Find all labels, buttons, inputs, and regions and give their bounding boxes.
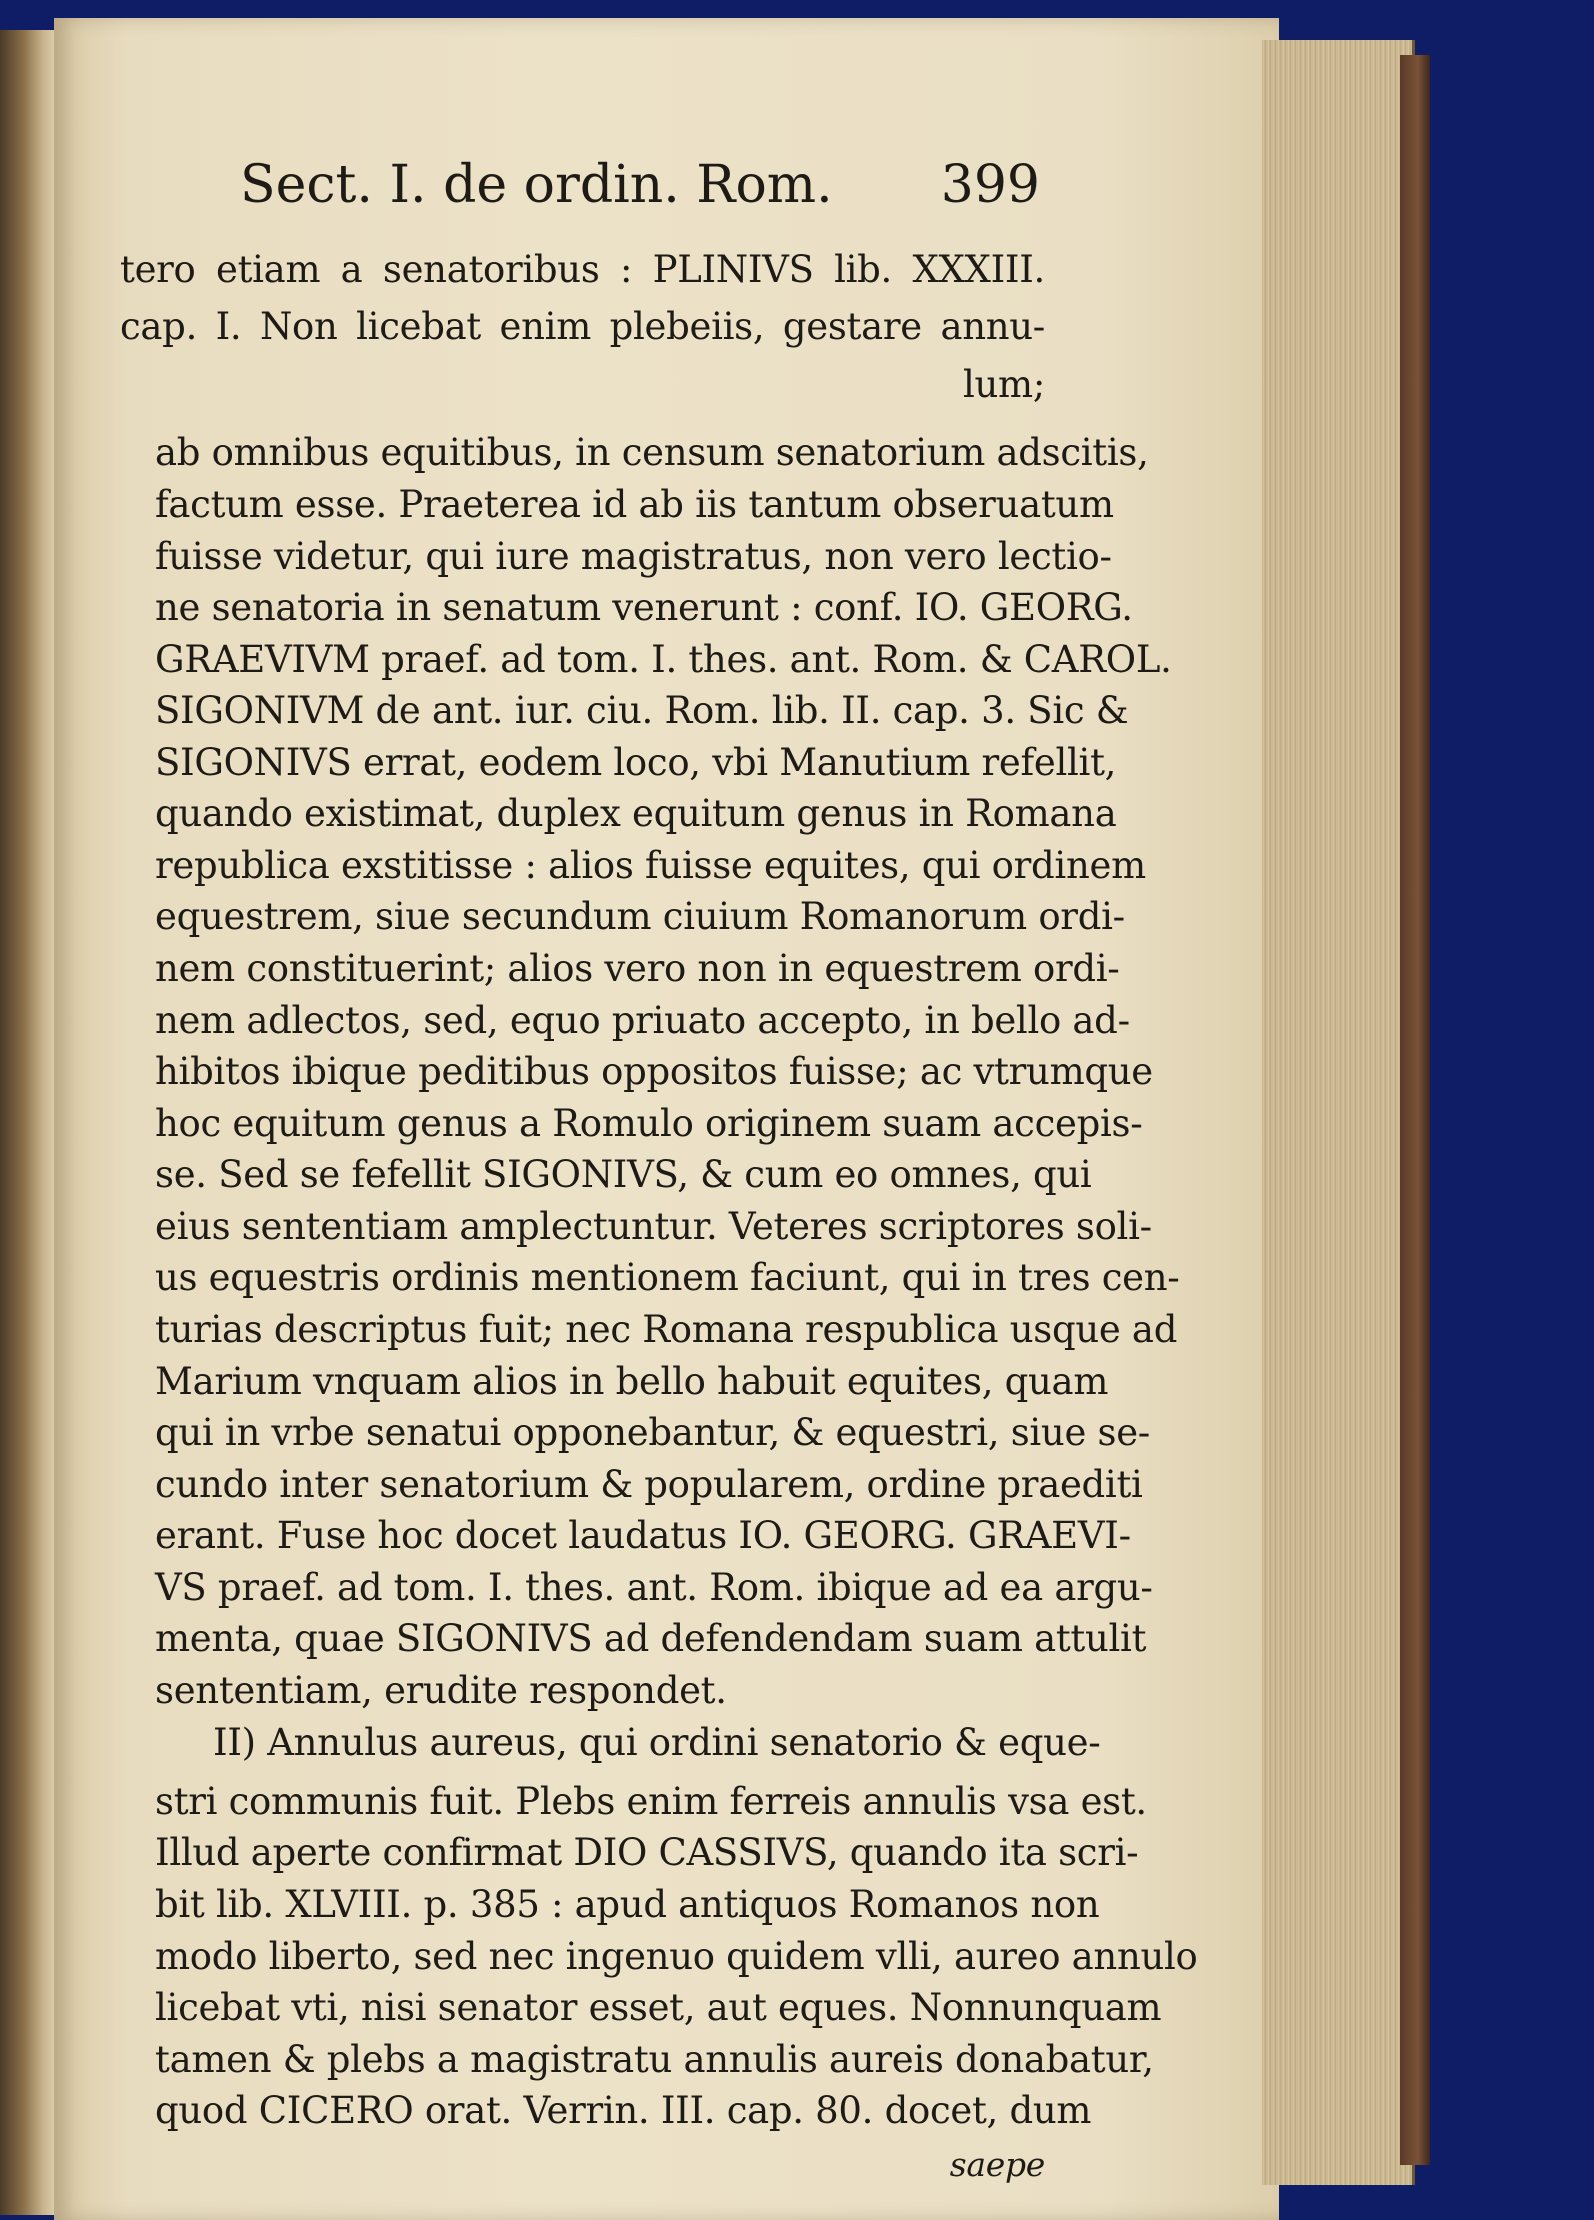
text-line: tamen & plebs a magistratu annulis aureis donabatur, <box>155 2038 1154 2081</box>
text-line: erant. Fuse hoc docet laudatus IO. GEORG. GRAEVI- <box>155 1514 1131 1557</box>
running-head <box>240 155 1040 215</box>
text-line: SIGONIVM de ant. iur. ciu. Rom. lib. II. cap. 3. Sic & <box>155 689 1129 732</box>
text-line: nem constituerint; alios vero non in equestrem ordi- <box>155 947 1120 990</box>
text-line: quod CICERO orat. Verrin. III. cap. 80. docet, dum <box>155 2089 1092 2132</box>
text-line: nem adlectos, sed, equo priuato accepto, in bello ad- <box>155 999 1130 1042</box>
text-line: hibitos ibique peditibus oppositos fuisse; ac vtrumque <box>155 1050 1153 1093</box>
text-line: ab omnibus equitibus, in censum senatorium adscitis, <box>155 431 1149 474</box>
text-line: turias descriptus fuit; nec Romana respublica usque ad <box>155 1308 1178 1351</box>
text-line: eius sententiam amplectuntur. Veteres scriptores soli- <box>155 1205 1152 1248</box>
text-line: sententiam, erudite respondet. <box>155 1669 727 1712</box>
text-line: SIGONIVS errat, eodem loco, vbi Manutium refellit, <box>155 741 1117 784</box>
text-line: hoc equitum genus a Romulo originem suam accepis- <box>155 1102 1143 1145</box>
text-line: quando existimat, duplex equitum genus in Romana <box>155 792 1117 835</box>
text-line: Illud aperte confirmat DIO CASSIVS, quando ita scri- <box>155 1831 1139 1874</box>
text-line: factum esse. Praeterea id ab iis tantum obseruatum <box>155 483 1114 526</box>
text-line: Marium vnquam alios in bello habuit equites, quam <box>155 1360 1109 1403</box>
text-line: equestrem, siue secundum ciuium Romanorum ordi- <box>155 895 1125 938</box>
text-line: fuisse videtur, qui iure magistratus, non vero lectio- <box>155 535 1112 578</box>
text-line: VS praef. ad tom. I. thes. ant. Rom. ibique ad ea argu- <box>155 1566 1153 1609</box>
text-line: GRAEVIVM praef. ad tom. I. thes. ant. Rom. & CAROL. <box>155 638 1172 681</box>
page-number: 399 <box>940 155 1040 215</box>
text-line: cundo inter senatorium & popularem, ordine praediti <box>155 1463 1143 1506</box>
running-head-title: Sect. I. de ordin. Rom. <box>240 155 833 215</box>
text-line: qui in vrbe senatui opponebantur, & equestri, siue se- <box>155 1411 1150 1454</box>
text-line: bit lib. XLVIII. p. 385 : apud antiquos Romanos non <box>155 1883 1100 1926</box>
text-line: us equestris ordinis mentionem faciunt, qui in tres cen- <box>155 1256 1180 1299</box>
text-line: ne senatoria in senatum venerunt : conf. IO. GEORG. <box>155 586 1133 629</box>
text-line: licebat vti, nisi senator esset, aut eques. Nonnunquam <box>155 1986 1162 2029</box>
text-line: cap. I. Non licebat enim plebeiis, gestare annu- <box>120 305 1045 348</box>
text-line: se. Sed se fefellit SIGONIVS, & cum eo omnes, qui <box>155 1153 1092 1196</box>
text-line: tero etiam a senatoribus : PLINIVS lib. XXXIII. <box>120 248 1045 291</box>
text-line: lum; <box>962 363 1045 406</box>
text-line: modo liberto, sed nec ingenuo quidem vlli, aureo annulo <box>155 1935 1198 1978</box>
text-line: republica exstitisse : alios fuisse equites, qui ordinem <box>155 844 1146 887</box>
text-line: saepe <box>949 2145 1045 2184</box>
text-line: II) Annulus aureus, qui ordini senatorio & eque- <box>213 1721 1101 1764</box>
text-line: stri communis fuit. Plebs enim ferreis annulis vsa est. <box>155 1780 1147 1823</box>
text-line: menta, quae SIGONIVS ad defendendam suam attulit <box>155 1617 1147 1660</box>
